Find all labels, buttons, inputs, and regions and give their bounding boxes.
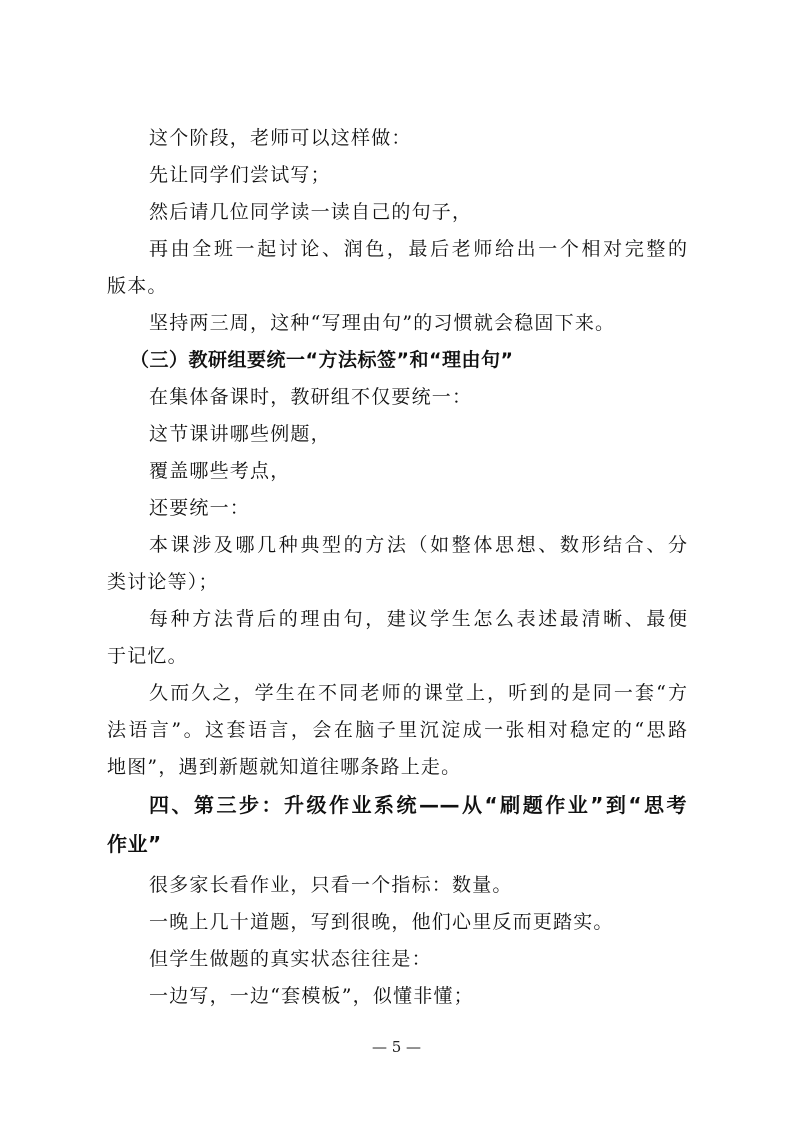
paragraph: 法语言”。这套语言，会在脑子里沉淀成一张相对稳定的“思路 bbox=[107, 719, 687, 741]
chapter-heading: 作业” bbox=[107, 832, 162, 856]
paragraph: 地图”，遇到新题就知道往哪条路上走。 bbox=[107, 756, 462, 778]
paragraph: 再由全班一起讨论、润色，最后老师给出一个相对完整的 bbox=[149, 238, 687, 260]
paragraph: 然后请几位同学读一读自己的句子， bbox=[149, 201, 473, 223]
paragraph: 但学生做题的真实状态往往是： bbox=[149, 948, 432, 970]
paragraph: 在集体备课时，教研组不仅要统一： bbox=[149, 386, 473, 408]
paragraph: 版本。 bbox=[107, 275, 168, 297]
paragraph: 本课涉及哪几种典型的方法（如整体思想、数形结合、分 bbox=[149, 534, 687, 556]
section-heading: （三）教研组要统一“方法标签”和“理由句” bbox=[130, 349, 514, 371]
paragraph: 于记忆。 bbox=[107, 645, 188, 667]
paragraph: 一边写，一边“套模板”，似懂非懂； bbox=[149, 985, 474, 1007]
paragraph: 覆盖哪些考点， bbox=[149, 460, 291, 482]
paragraph: 每种方法背后的理由句，建议学生怎么表述最清晰、最便 bbox=[149, 608, 687, 630]
paragraph: 还要统一： bbox=[149, 497, 251, 519]
chapter-heading: 四、第三步：升级作业系统——从“刷题作业”到“思考 bbox=[149, 793, 687, 817]
paragraph: 这个阶段，老师可以这样做： bbox=[149, 127, 412, 149]
paragraph: 类讨论等）； bbox=[107, 571, 219, 593]
page-number: — 5 — bbox=[371, 1038, 422, 1056]
paragraph: 很多家长看作业，只看一个指标：数量。 bbox=[149, 874, 513, 896]
paragraph: 一晚上几十道题，写到很晚，他们心里反而更踏实。 bbox=[149, 911, 614, 933]
paragraph: 坚持两三周，这种“写理由句”的习惯就会稳固下来。 bbox=[149, 312, 616, 334]
paragraph: 久而久之，学生在不同老师的课堂上，听到的是同一套“方 bbox=[149, 682, 687, 704]
paragraph: 这节课讲哪些例题， bbox=[149, 423, 331, 445]
paragraph: 先让同学们尝试写； bbox=[149, 164, 331, 186]
